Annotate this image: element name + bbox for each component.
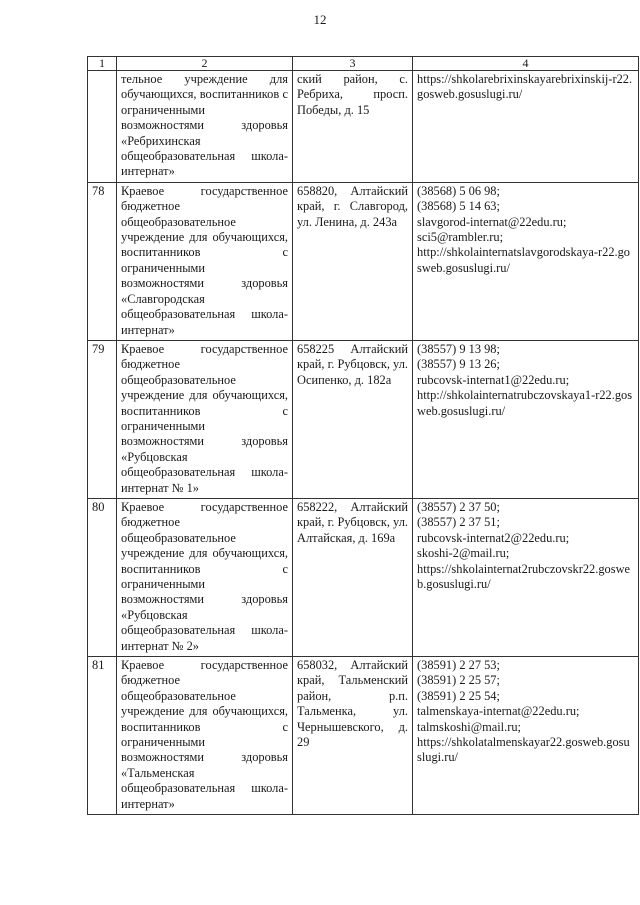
institution-name: Краевое государственное бюджетное общеобразовательное учреждение для обучающихся, воспитанников с ограниченными возможностями здоровья «Тальменская общеобразовательная школа-интернат» — [117, 657, 293, 815]
contact-phone: (38591) 2 25 57; — [417, 673, 500, 688]
contact-phone: (38591) 2 25 54; — [417, 688, 500, 703]
table-row — [88, 498, 639, 656]
contact-email: rubcovsk-internat2@22edu.ru; — [417, 530, 570, 545]
row-number: 79 — [88, 340, 117, 498]
contact-website: http://shkolainternatslavgorodskaya-r22.gosweb.gosuslugi.ru/ — [417, 245, 631, 275]
institution-address: ский район, с. Ребриха, просп. Победы, д. 15 — [293, 71, 413, 183]
table-row — [88, 182, 639, 340]
row-number: 80 — [88, 498, 117, 656]
institution-contacts — [413, 340, 639, 498]
contact-phone: (38591) 2 27 53; — [417, 658, 500, 673]
contact-website: http://shkolainternatrubczovskaya1-r22.gosweb.gosuslugi.ru/ — [417, 388, 633, 418]
column-header: 3 — [293, 57, 413, 71]
institution-address: 658222, Алтайский край, г. Рубцовск, ул. Алтайская, д. 169а — [293, 498, 413, 656]
contact-email: slavgorod-internat@22edu.ru; — [417, 214, 567, 229]
institution-address: 658032, Алтайский край, Тальменский район, р.п. Тальменка, ул. Чернышевского, д. 29 — [293, 657, 413, 815]
contact-website: https://shkolarebrixinskayarebrixinskij-r22.gosweb.gosuslugi.ru/ — [417, 72, 633, 102]
institution-contacts — [413, 71, 639, 183]
institution-name: Краевое государственное бюджетное общеобразовательное учреждение для обучающихся, воспитанников с ограниченными возможностями здоровья «Рубцовская общеобразовательная школа-интернат № 1» — [117, 340, 293, 498]
institution-name: Краевое государственное бюджетное общеобразовательное учреждение для обучающихся, воспитанников с ограниченными возможностями здоровья «Рубцовская общеобразовательная школа-интернат № 2» — [117, 498, 293, 656]
table-row — [88, 340, 639, 498]
column-header: 1 — [88, 57, 117, 71]
institutions-table — [87, 56, 639, 815]
contact-email: talmenskaya-internat@22edu.ru; — [417, 704, 580, 719]
contact-phone: (38557) 9 13 98; — [417, 341, 500, 356]
contact-phone: (38568) 5 14 63; — [417, 199, 500, 214]
contact-phone: (38568) 5 06 98; — [417, 183, 500, 198]
institution-address: 658225 Алтайский край, г. Рубцовск, ул. Осипенко, д. 182а — [293, 340, 413, 498]
table-header-row — [88, 57, 639, 71]
contact-phone: (38557) 2 37 51; — [417, 515, 500, 530]
institution-contacts — [413, 657, 639, 815]
column-header: 4 — [413, 57, 639, 71]
institution-contacts — [413, 498, 639, 656]
institution-address: 658820, Алтайский край, г. Славгород, ул. Ленина, д. 243а — [293, 182, 413, 340]
institution-name: Краевое государственное бюджетное общеобразовательное учреждение для обучающихся, воспитанников с ограниченными возможностями здоровья «Славгородская общеобразовательная школа-интернат» — [117, 182, 293, 340]
table-row — [88, 71, 639, 183]
contact-website: https://shkolainternat2rubczovskr22.gosweb.gosuslugi.ru/ — [417, 561, 631, 591]
institution-contacts — [413, 182, 639, 340]
contact-website: https://shkolatalmenskayar22.gosweb.gosuslugi.ru/ — [417, 735, 630, 765]
contact-email: sci5@rambler.ru; — [417, 230, 504, 245]
page-number: 12 — [313, 12, 327, 27]
table-row — [88, 657, 639, 815]
contact-phone: (38557) 9 13 26; — [417, 357, 500, 372]
row-number: 81 — [88, 657, 117, 815]
contact-phone: (38557) 2 37 50; — [417, 499, 500, 514]
institution-name: тельное учреждение для обучающихся, воспитанников с ограниченными возможностями здоровья «Ребрихинская общеобразовательная школа-интернат» — [117, 71, 293, 183]
contact-email: rubcovsk-internat1@22edu.ru; — [417, 372, 570, 387]
column-header: 2 — [117, 57, 293, 71]
row-number — [88, 71, 117, 183]
contact-email: skoshi-2@mail.ru; — [417, 546, 510, 561]
contact-email: talmskoshi@mail.ru; — [417, 719, 521, 734]
row-number: 78 — [88, 182, 117, 340]
